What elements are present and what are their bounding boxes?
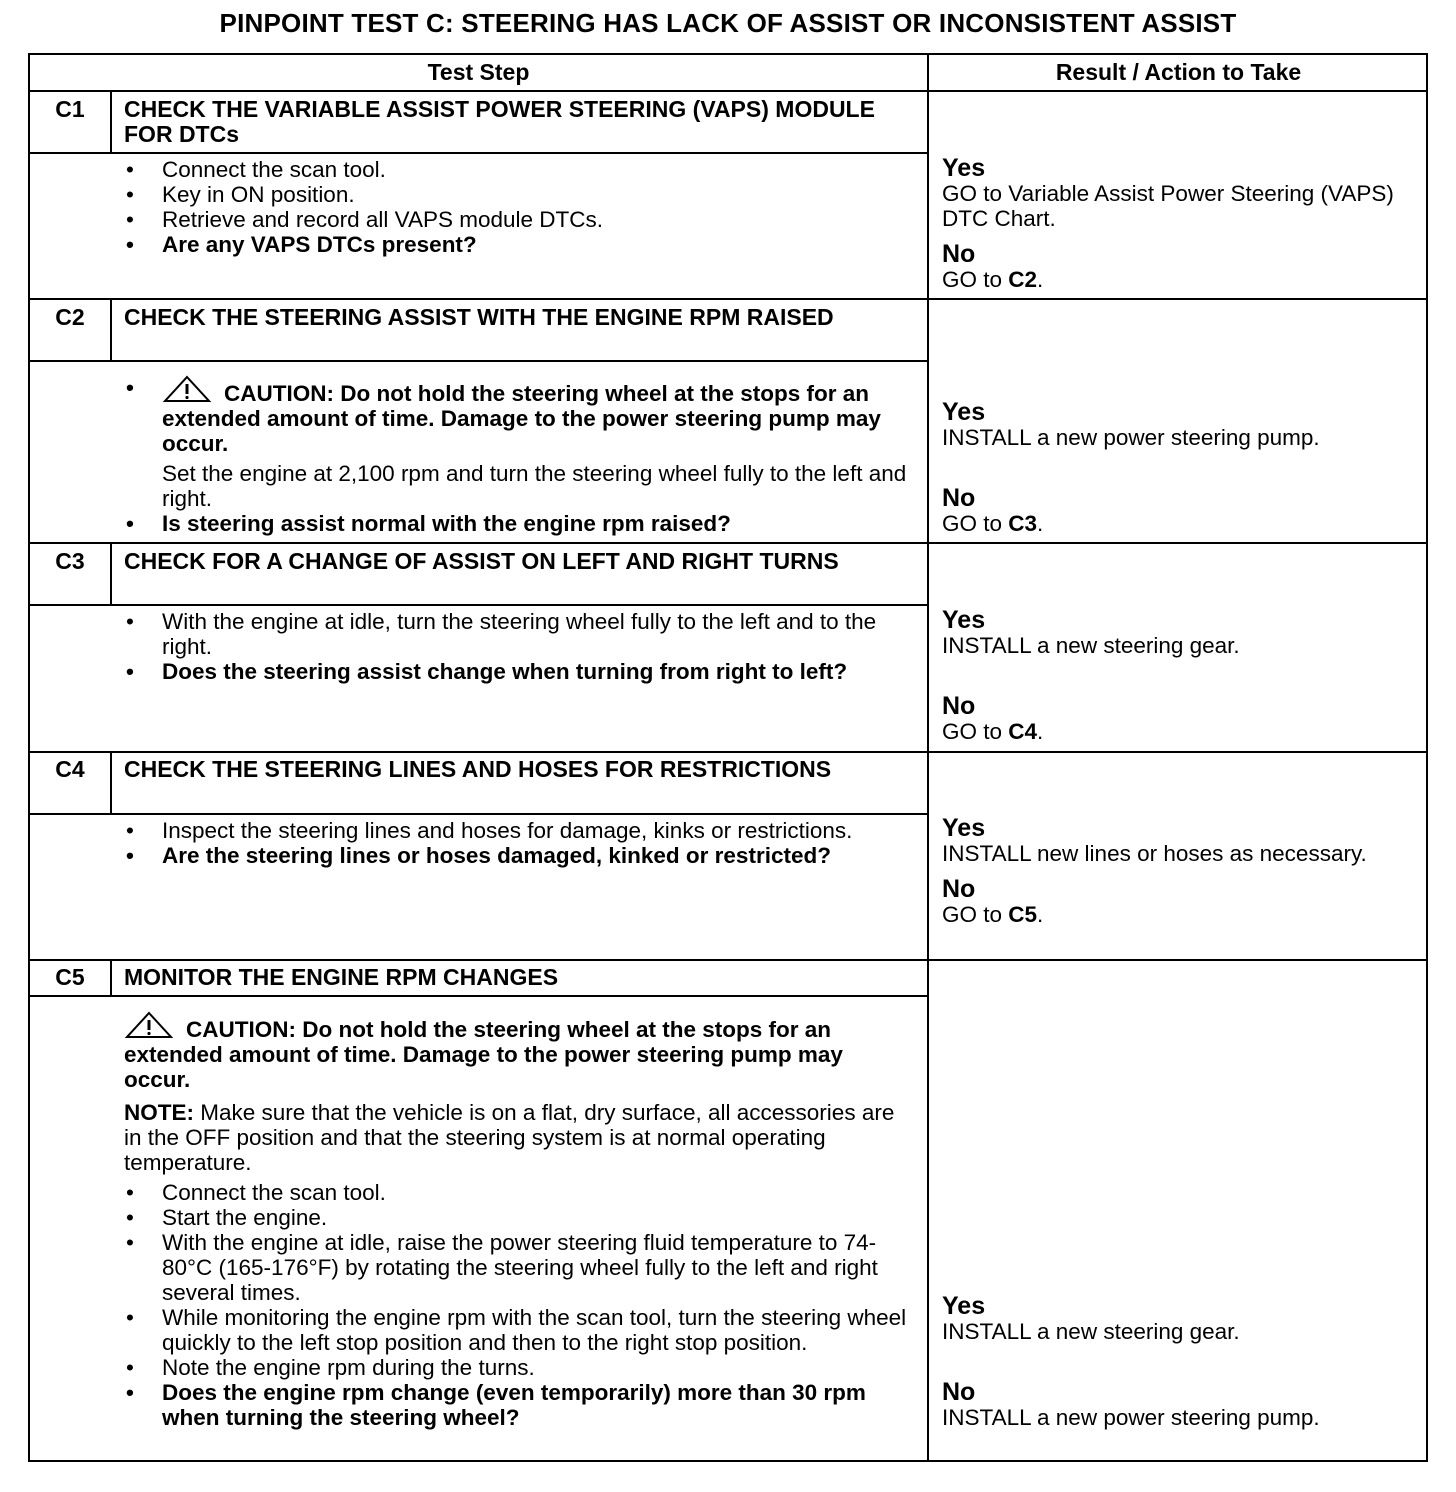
no-label: No	[942, 484, 976, 512]
yes-action: INSTALL a new steering gear.	[942, 633, 1240, 658]
caution-text: CAUTION: Do not hold the steering wheel at the stops for an extended amount of time. Damage to the power steering pump may occur.	[162, 381, 881, 456]
code-divider	[110, 544, 112, 606]
note-label: NOTE:	[124, 1100, 194, 1125]
code-divider	[110, 753, 112, 815]
row-divider	[30, 542, 1428, 544]
code-divider	[110, 961, 112, 997]
step-title: CHECK FOR A CHANGE OF ASSIST ON LEFT AND RIGHT TURNS	[124, 548, 839, 574]
yes-label: Yes	[942, 1292, 986, 1320]
code-divider	[110, 92, 112, 154]
no-action: GO to C2.	[942, 267, 1044, 292]
header-divider	[30, 90, 1428, 92]
caution-text: CAUTION: Do not hold the steering wheel at the stops for an extended amount of time. Damage to the power steering pump may occur.	[124, 1017, 843, 1092]
header-test-step: Test Step	[427, 59, 530, 85]
result-block	[942, 155, 1412, 292]
no-action: GO to C5.	[942, 902, 1044, 927]
list-item: • Are the steering lines or hoses damaged, kinked or restricted?	[124, 843, 914, 868]
column-divider	[927, 55, 929, 1460]
list-item: • Are any VAPS DTCs present?	[124, 232, 914, 257]
list-item: • Does the engine rpm change (even temporarily) more than 30 rpm when turning the steering wheel?	[124, 1380, 914, 1430]
step-code: C3	[55, 548, 85, 574]
list-item: • Note the engine rpm during the turns.	[124, 1355, 914, 1380]
result-block	[942, 815, 1412, 927]
no-label: No	[942, 875, 976, 903]
row-divider	[30, 959, 1428, 961]
title-divider	[30, 995, 927, 997]
yes-label: Yes	[942, 398, 986, 426]
result-block	[942, 399, 1412, 536]
code-divider	[110, 300, 112, 362]
header-result: Result / Action to Take	[1055, 59, 1302, 85]
step-list	[124, 157, 914, 257]
row-divider	[30, 751, 1428, 753]
yes-action: INSTALL a new power steering pump.	[942, 425, 1320, 450]
step-code: C1	[55, 96, 85, 122]
no-action: INSTALL a new power steering pump.	[942, 1405, 1320, 1430]
warning-triangle-icon	[124, 1011, 174, 1039]
step-list	[124, 818, 914, 868]
no-label: No	[942, 1378, 976, 1406]
list-item: • Start the engine.	[124, 1205, 914, 1230]
step-list	[124, 609, 914, 684]
step-code: C2	[55, 304, 85, 330]
list-item: • With the engine at idle, turn the steering wheel fully to the left and to the right.	[124, 609, 914, 659]
title-divider	[30, 360, 927, 362]
step-title: CHECK THE STEERING ASSIST WITH THE ENGINE RPM RAISED	[124, 304, 834, 330]
list-item: • Is steering assist normal with the engine rpm raised?	[124, 511, 914, 536]
list-item: • With the engine at idle, raise the power steering fluid temperature to 74-80°C (165-176°F) by rotating the steering wheel fully to the left and right several times.	[124, 1230, 914, 1305]
list-item: • Retrieve and record all VAPS module DTCs.	[124, 207, 914, 232]
step-text: Set the engine at 2,100 rpm and turn the steering wheel fully to the left and right.	[162, 461, 907, 511]
row-divider	[30, 298, 1428, 300]
step-list	[124, 375, 914, 536]
list-item: • Connect the scan tool.	[124, 157, 914, 182]
note-block	[124, 1100, 914, 1175]
yes-action: INSTALL new lines or hoses as necessary.	[942, 841, 1367, 866]
yes-label: Yes	[942, 606, 986, 634]
result-block	[942, 1293, 1412, 1430]
title-divider	[30, 604, 927, 606]
caution-block	[124, 1011, 914, 1092]
step-code: C4	[55, 756, 85, 782]
no-label: No	[942, 240, 976, 268]
list-item	[124, 375, 914, 511]
no-label: No	[942, 692, 976, 720]
step-title: CHECK THE VARIABLE ASSIST POWER STEERING (VAPS) MODULE FOR DTCs	[124, 96, 875, 147]
list-item: • Does the steering assist change when turning from right to left?	[124, 659, 914, 684]
yes-action: GO to Variable Assist Power Steering (VAPS) DTC Chart.	[942, 181, 1394, 231]
yes-label: Yes	[942, 814, 986, 842]
list-item: • Key in ON position.	[124, 182, 914, 207]
list-item: • Inspect the steering lines and hoses for damage, kinks or restrictions.	[124, 818, 914, 843]
note-text: Make sure that the vehicle is on a flat, dry surface, all accessories are in the OFF position and that the steering system is at normal operating temperature.	[124, 1100, 895, 1175]
no-action: GO to C3.	[942, 511, 1044, 536]
pinpoint-test-table	[28, 53, 1428, 1462]
title-divider	[30, 152, 927, 154]
step-list	[124, 1180, 914, 1430]
step-title: CHECK THE STEERING LINES AND HOSES FOR RESTRICTIONS	[124, 756, 832, 782]
title-divider	[30, 813, 927, 815]
no-action: GO to C4.	[942, 719, 1044, 744]
yes-label: Yes	[942, 154, 986, 182]
page-title: PINPOINT TEST C: STEERING HAS LACK OF ASSIST OR INCONSISTENT ASSIST	[219, 8, 1237, 38]
list-item: • Connect the scan tool.	[124, 1180, 914, 1205]
list-item: • While monitoring the engine rpm with the scan tool, turn the steering wheel quickly to the left stop position and then to the right stop position.	[124, 1305, 914, 1355]
warning-triangle-icon	[162, 375, 212, 403]
step-code: C5	[55, 964, 85, 990]
result-block	[942, 607, 1412, 744]
step-title: MONITOR THE ENGINE RPM CHANGES	[124, 964, 559, 990]
yes-action: INSTALL a new steering gear.	[942, 1319, 1240, 1344]
